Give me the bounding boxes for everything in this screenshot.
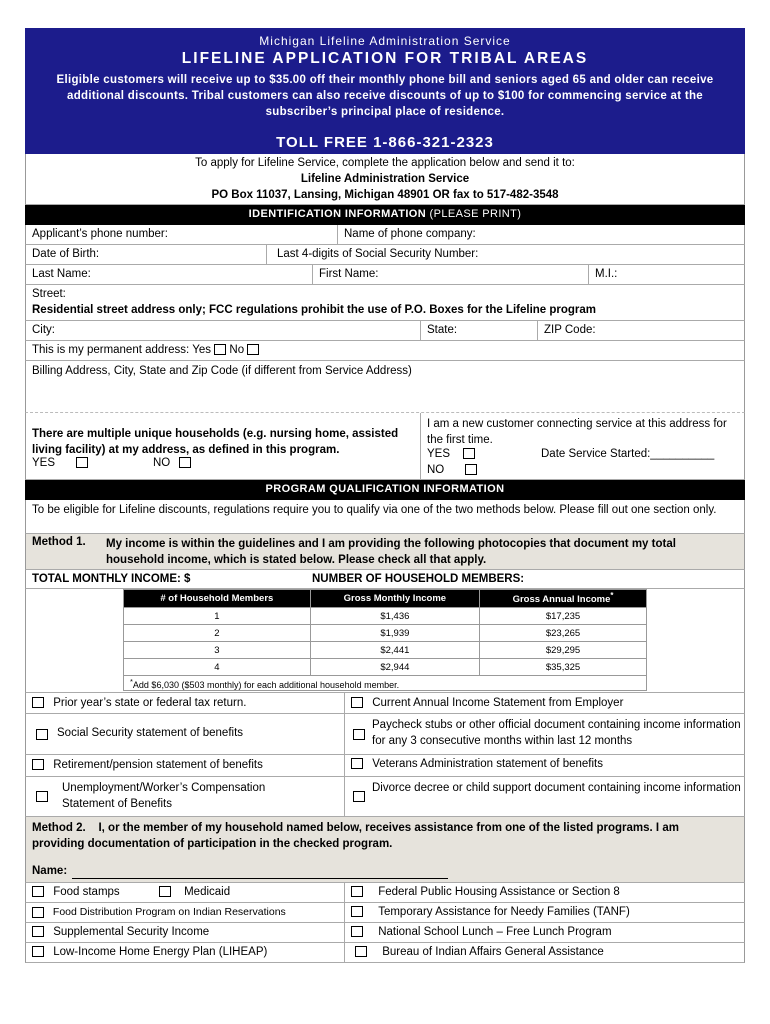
programs-row-1 [25,883,745,903]
billing-address-field[interactable]: Billing Address, City, State and Zip Code (if different from Service Address) [32,365,412,377]
program-food-medicaid [26,883,344,902]
program-tanf-label: Temporary Assistance for Needy Families (TANF) [378,906,630,918]
doc-tax-return-checkbox[interactable] [32,697,44,708]
household-row [25,413,745,480]
table-cell: $35,325 [480,659,647,676]
doc-social-security-label: Social Security statement of benefits [57,727,244,739]
table-cell: $17,235 [480,608,647,625]
permanent-no-checkbox[interactable] [247,344,259,355]
mail-recipient: Lifeline Administration Service [300,173,470,185]
household-members-header: # of Household Members [124,590,311,608]
gross-annual-label: Gross Annual Income [512,594,611,606]
income-totals-row [25,570,745,589]
program-fdpir-label: Food Distribution Program on Indian Reservations [52,906,286,918]
method-2-text: I, or the member of my household named below, receives assistance from one of the listed programs. I am providing documentation of participation in the checked program. [32,822,679,850]
income-table-area [25,589,745,692]
doc-pension-option [26,755,344,776]
household-members-field[interactable]: NUMBER OF HOUSEHOLD MEMBERS: [312,573,525,585]
organization-name: Michigan Lifeline Administration Service [259,34,511,48]
multiple-households-question [26,413,420,479]
program-housing-label: Federal Public Housing Assistance or Section 8 [378,886,620,898]
qualification-intro: To be eligible for Lifeline discounts, regulations require you to qualify via one of the two methods below. Please fill out one section only. [32,504,717,516]
program-medicaid-checkbox[interactable] [159,886,171,897]
program-fdpir-checkbox[interactable] [32,907,44,918]
qualification-intro-row [25,500,745,534]
table-row [124,659,647,676]
table-cell: $1,939 [310,625,479,642]
method-2-label: Method 2. [32,822,86,834]
program-food-stamps-checkbox[interactable] [32,886,44,897]
permanent-address-label: This is my permanent address: Yes [32,344,211,356]
footnote-mark: * [610,591,614,601]
docs-row-1 [25,692,745,714]
street-field[interactable]: Street: [32,288,66,300]
doc-veterans-option [344,755,744,776]
doc-employer-statement-checkbox[interactable] [351,697,363,708]
doc-unemployment-checkbox[interactable] [36,791,48,802]
program-lunch-option [344,923,744,942]
date-service-started-field[interactable]: Date Service Started:__________ [541,448,715,460]
doc-employer-statement-label: Current Annual Income Statement from Employer [372,697,624,709]
method-2-description [32,820,734,852]
programs-row-2 [25,903,745,923]
program-bia-label: Bureau of Indian Affairs General Assistance [382,946,604,958]
city-field[interactable]: City: [32,324,55,336]
program-housing-option [344,883,744,902]
footnote-mark: * [130,676,133,686]
last-name-field[interactable]: Last Name: [32,268,91,280]
doc-divorce-decree-label: Divorce decree or child support document containing income information [372,782,741,794]
participant-name-label: Name: [32,865,68,877]
table-cell: 3 [124,642,311,659]
identification-section-bar [25,205,745,225]
phone-company-field[interactable]: Name of phone company: [337,225,744,244]
method-1-row [25,534,745,570]
households-no-label: NO [153,457,171,469]
program-tanf-option [344,903,744,922]
print-note: (PLEASE PRINT) [426,208,522,220]
new-customer-yes-checkbox[interactable] [463,448,475,459]
applicant-phone-field[interactable]: Applicant’s phone number: [32,228,168,240]
doc-paycheck-checkbox[interactable] [353,729,365,740]
programs-row-3 [25,923,745,943]
lifeline-application-form [25,28,745,963]
doc-tax-return-label: Prior year’s state or federal tax return. [53,697,247,709]
doc-social-security-option [26,714,344,754]
program-ssi-label: Supplemental Security Income [53,926,210,938]
program-fdpir-option [26,903,344,922]
doc-employer-statement-option [344,693,744,713]
households-yes-option [32,457,88,469]
street-note: Residential street address only; FCC regulations prohibit the use of P.O. Boxes for the Lifeline program [32,304,597,316]
intro-text: Eligible customers will receive up to $35.00 off their monthly phone bill and seniors aged 65 and older can receive additional discounts. Tribal customers can also receive discounts of up to $100 for commencing service at the subscriber’s principal place of residence. [56,74,714,118]
program-housing-checkbox[interactable] [351,886,363,897]
table-cell: $23,265 [480,625,647,642]
households-no-option [153,457,191,469]
doc-divorce-decree-option [344,777,744,816]
program-ssi-checkbox[interactable] [32,926,44,937]
new-customer-yes-option [427,448,475,460]
method-2-row [25,817,745,883]
new-customer-yes-label: YES [427,448,451,460]
middle-initial-field[interactable]: M.I.: [588,265,744,284]
doc-divorce-decree-checkbox[interactable] [353,791,365,802]
table-footnote-row [124,676,647,691]
new-customer-no-label: NO [427,464,445,476]
multiple-households-label: There are multiple unique households (e.g. nursing home, assisted living facility) at my address, as defined in this program. [32,428,399,456]
table-cell: $1,436 [310,608,479,625]
participant-name-input[interactable] [72,878,448,879]
permanent-address-row [25,341,745,361]
program-tanf-checkbox[interactable] [351,906,363,917]
table-cell: 4 [124,659,311,676]
programs-row-4 [25,943,745,963]
zip-field[interactable]: ZIP Code: [537,321,744,340]
new-customer-no-checkbox[interactable] [465,464,477,475]
first-name-field[interactable]: First Name: [312,265,588,284]
households-yes-label: YES [32,457,56,469]
program-liheap-label: Low-Income Home Energy Plan (LIHEAP) [53,946,268,958]
mail-instruction: To apply for Lifeline Service, complete the application below and send it to: [195,157,575,169]
gross-annual-header [480,590,647,608]
footnote-text: Add $6,030 ($503 monthly) for each additional household member. [132,679,400,690]
method-1-label: Method 1. [32,536,86,548]
form-title: LIFELINE APPLICATION FOR TRIBAL AREAS [181,50,589,67]
total-monthly-income-field[interactable]: TOTAL MONTHLY INCOME: $ [32,573,191,585]
name-row [25,265,745,285]
identification-title: IDENTIFICATION INFORMATION [248,208,427,220]
permanent-yes-checkbox[interactable] [214,344,226,355]
doc-tax-return-option [26,693,344,713]
doc-pension-label: Retirement/pension statement of benefits [53,759,263,771]
doc-paycheck-option [344,714,744,754]
program-bia-option [344,943,744,962]
date-of-birth-field[interactable]: Date of Birth: [32,248,100,260]
dob-row [25,245,745,265]
billing-address-row [25,361,745,413]
doc-veterans-label: Veterans Administration statement of benefits [372,758,603,770]
docs-row-2 [25,714,745,755]
table-cell: $29,295 [480,642,647,659]
income-guidelines-table [123,589,647,691]
permanent-address-question [32,344,259,356]
table-footnote [124,676,647,691]
new-customer-no-option [427,464,477,476]
doc-paycheck-label: Paycheck stubs or other official document containing income information for any 3 consecutive months within last 12 months [372,719,741,747]
program-lunch-label: National School Lunch – Free Lunch Program [378,926,612,938]
mailing-instructions [25,154,745,205]
state-field[interactable]: State: [420,321,537,340]
income-table-header [124,590,647,608]
program-medicaid-label: Medicaid [184,886,231,898]
form-header [25,28,745,154]
table-row [124,625,647,642]
city-row [25,321,745,341]
method-1-text: My income is within the guidelines and I am providing the following photocopies that document my total household income, which is stated below. Please check all that apply. [106,538,676,566]
program-ssi-option [26,923,344,942]
permanent-no-label: No [229,344,245,356]
doc-unemployment-option [26,777,344,816]
program-bia-checkbox[interactable] [355,946,367,957]
program-food-stamps-label: Food stamps [53,886,120,898]
table-cell: 2 [124,625,311,642]
gross-monthly-header: Gross Monthly Income [310,590,479,608]
new-customer-label: I am a new customer connecting service at this address for the first time. [427,418,727,446]
doc-veterans-checkbox[interactable] [351,758,363,769]
mail-address: PO Box 11037, Lansing, Michigan 48901 OR fax to 517-482-3548 [211,189,559,201]
ssn-field[interactable]: Last 4-digits of Social Security Number: [266,245,744,264]
new-customer-question [420,413,744,479]
table-row [124,642,647,659]
docs-row-3 [25,755,745,777]
doc-unemployment-label: Unemployment/Worker’s Compensation Statement of Benefits [62,782,266,810]
table-row [124,608,647,625]
program-liheap-checkbox[interactable] [32,946,44,957]
doc-social-security-checkbox[interactable] [36,729,48,740]
table-cell: $2,441 [310,642,479,659]
table-cell: 1 [124,608,311,625]
qualification-section-bar: PROGRAM QUALIFICATION INFORMATION [25,480,745,500]
doc-pension-checkbox[interactable] [32,759,44,770]
phone-row [25,225,745,245]
table-cell: $2,944 [310,659,479,676]
households-no-checkbox[interactable] [179,457,191,468]
toll-free-number: TOLL FREE 1-866-321-2323 [276,134,494,151]
program-lunch-checkbox[interactable] [351,926,363,937]
street-row [25,285,745,321]
households-yes-checkbox[interactable] [76,457,88,468]
docs-row-4 [25,777,745,817]
program-liheap-option [26,943,344,962]
